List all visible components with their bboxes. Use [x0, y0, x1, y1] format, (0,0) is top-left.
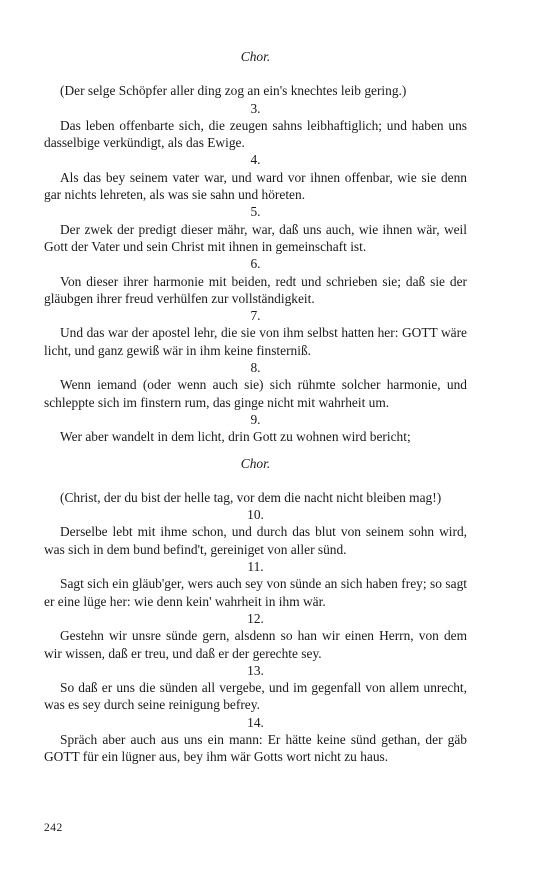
- verse-text: Als das bey seinem vater war, und ward vor ihnen offenbar, wie sie denn gar nichts lehreten, als was sie sahn und höreten.: [44, 169, 467, 203]
- verse-text: (Der selge Schöpfer aller ding zog an ein's knechtes leib gering.): [60, 83, 407, 99]
- verse-text: So daß er uns die sünden all vergebe, und im gegenfall von allem unrecht, was es sey durch seine reinigung befrey.: [44, 680, 467, 713]
- verse-number: 14.: [247, 714, 264, 730]
- verse-number: 3.: [250, 100, 261, 116]
- verse-number: 9.: [250, 411, 261, 427]
- verse-text: Wenn iemand (oder wenn auch sie) sich rühmte solcher harmonie, und schleppte sich im finstern rum, das ginge nicht mit wahrheit um.: [44, 377, 467, 410]
- verse-section-1: [44, 82, 467, 445]
- verse-number: 12.: [247, 610, 264, 626]
- verse-number: 11.: [247, 559, 264, 575]
- verse-text: Sagt sich ein gläub'ger, wers auch sey von sünde an sich haben frey; so sagt er eine lüge her: wie denn kein' wahrheit in ihm wär.: [44, 576, 467, 609]
- verse-number: 10.: [247, 507, 264, 523]
- verse-number: 6.: [250, 256, 261, 272]
- page-number: 242: [44, 822, 63, 834]
- chor-heading: Chor.: [240, 455, 271, 471]
- verse-text: Gestehn wir unsre sünde gern, alsdenn so han wir einen Herrn, von dem wir wissen, daß er treu, und daß er der gerechte sey.: [44, 628, 467, 661]
- chor-heading: Chor.: [240, 49, 271, 64]
- verse-section-2: [44, 489, 467, 766]
- verse-text: (Christ, der du bist der helle tag, vor dem die nacht nicht bleiben mag!): [60, 489, 442, 505]
- verse-text: Derselbe lebt mit ihme schon, und durch das blut von seinem sohn wird, was sich in dem bund befind't, gereiniget von aller sünd.: [44, 524, 467, 557]
- verse-number: 4.: [250, 152, 261, 168]
- verse-text: Das leben offenbarte sich, die zeugen sahns leibhaftiglich; und haben uns dasselbige verkündigt, als das Ewige.: [44, 117, 467, 151]
- verse-text: Spräch aber auch aus uns ein mann: Er hätte keine sünd gethan, der gäb GOTT für ein lügner aus, bey ihm wär Gotts wort nicht zu haus.: [44, 731, 467, 765]
- verse-text: Wer aber wandelt in dem licht, drin Gott zu wohnen wird bericht;: [60, 429, 411, 445]
- page-body: [44, 48, 467, 766]
- verse-number: 7.: [250, 308, 261, 324]
- verse-text: Und das war der apostel lehr, die sie von ihm selbst hatten her: GOTT wäre licht, und ganz gewiß wär in ihm keine finsterniß.: [44, 325, 467, 358]
- verse-number: 13.: [247, 662, 264, 678]
- verse-text: Der zwek der predigt dieser mähr, war, daß uns auch, wie ihnen wär, weil Gott der Vater und sein Christ mit ihnen in gemeinschaft ist.: [44, 221, 467, 254]
- verse-number: 5.: [250, 204, 261, 220]
- verse-number: 8.: [250, 360, 261, 376]
- verse-text: Von dieser ihrer harmonie mit beiden, redt und schrieben sie; daß sie der gläubgen ihrer freud verhülfen zur vollständigkeit.: [44, 273, 467, 306]
